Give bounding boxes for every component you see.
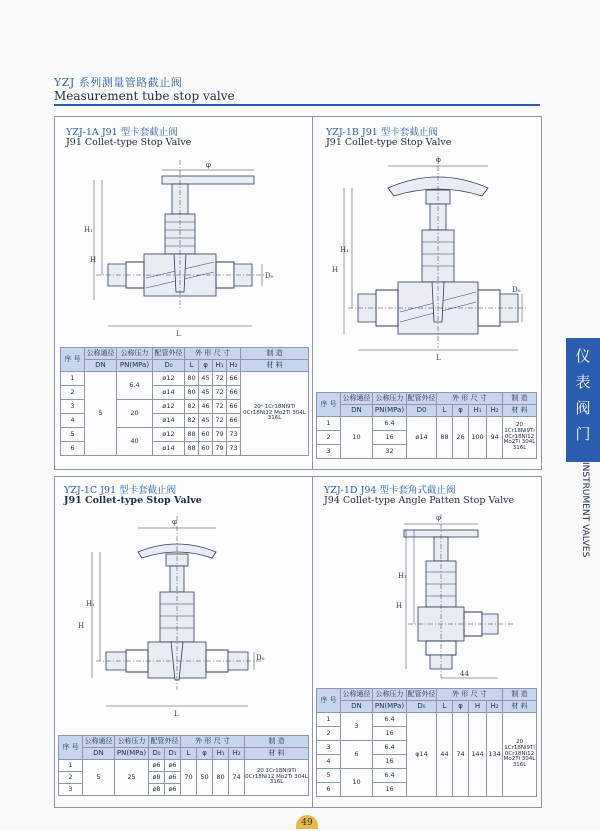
page-number: 49 — [296, 815, 318, 829]
table-cell: ø6 — [165, 760, 181, 772]
table-cell: 25 — [115, 760, 149, 796]
panel-b-spec-table — [316, 392, 537, 459]
table-cell: 66 — [227, 386, 241, 400]
table-cell: ø6 — [165, 784, 181, 796]
table-cell: 79 — [213, 442, 227, 456]
col-h1: H₁ — [469, 405, 487, 417]
table-cell: 1 — [59, 760, 83, 772]
table-cell: 6.4 — [373, 713, 407, 727]
table-cell: 5 — [61, 428, 85, 442]
col-h2: H₂ — [487, 405, 503, 417]
dim-d0-label: D₀ — [256, 654, 265, 662]
dim-h1-label: H₁ — [398, 572, 407, 580]
table-cell: 16 — [373, 727, 407, 741]
panel-a-valve-drawing — [66, 150, 306, 350]
table-cell: 3 — [317, 741, 341, 755]
panel-d-spec-table — [316, 688, 537, 797]
col-dn-cn: 公称通径 — [83, 736, 115, 748]
col-dims-cn: 外 形 尺 寸 — [437, 393, 503, 405]
col-h2: H₂ — [227, 360, 241, 372]
col-d0: D₀ — [153, 360, 185, 372]
col-dn: DN — [85, 360, 117, 372]
col-dn-cn: 公称通径 — [341, 393, 373, 405]
panel-c-valve-drawing — [66, 510, 306, 720]
table-cell: 16 — [373, 783, 407, 797]
col-d1: D₁ — [165, 748, 181, 760]
table-cell: 1 — [61, 372, 85, 386]
table-cell: 82 — [185, 400, 199, 414]
side-tab-char: 仪 — [575, 347, 591, 365]
table-cell: 100 — [469, 417, 487, 459]
col-phi: φ — [453, 701, 469, 713]
col-no: 序 号 — [61, 348, 85, 372]
table-cell: 26 — [453, 417, 469, 459]
table-cell: 66 — [227, 372, 241, 386]
panel-c-title-cn: YZJ-1C J91 型卡套截止阀 — [64, 485, 177, 496]
col-mat-cn2: 材 料 — [241, 360, 309, 372]
table-cell: 2 — [317, 431, 341, 445]
dim-h-label: H — [78, 622, 85, 630]
table-cell: 1 — [317, 713, 341, 727]
col-pn-cn: 公称压力 — [373, 689, 407, 701]
col-mat-cn1: 制 造 — [241, 348, 309, 360]
table-cell: 5 — [85, 372, 117, 456]
table-header-row — [59, 736, 309, 748]
panel-d-title-cn: YZJ-1D J94 型卡套角式截止阀 — [324, 485, 456, 496]
table-cell: 3 — [341, 713, 373, 741]
dim-h1-label: H₁ — [84, 226, 93, 234]
panel-b-title-cn: YZJ-1B J91 型卡套截止阀 — [326, 127, 438, 138]
table-cell: 46 — [199, 400, 213, 414]
col-dn-cn: 公称通径 — [85, 348, 117, 360]
table-cell: ø14 — [153, 442, 185, 456]
page-title-en: Measurement tube stop valve — [54, 89, 235, 103]
table-cell: 88 — [185, 442, 199, 456]
table-cell: 73 — [227, 442, 241, 456]
table-row — [317, 713, 537, 727]
material-cell: 20 1Cr18Ni9Ti 0Cr18Ni12 Mo2Ti 304L 316L — [503, 417, 537, 459]
table-cell: 60 — [199, 428, 213, 442]
table-cell: 70 — [181, 760, 197, 796]
table-cell: 3 — [317, 445, 341, 459]
table-cell: ø14 — [153, 386, 185, 400]
col-mat-cn1: 制 造 — [245, 736, 309, 748]
table-cell: 5 — [317, 769, 341, 783]
table-cell: 66 — [227, 414, 241, 428]
col-phi: φ — [453, 405, 469, 417]
col-l: L — [185, 360, 199, 372]
col-mat-cn2: 材 料 — [503, 405, 537, 417]
table-cell: 2 — [317, 727, 341, 741]
col-pn-cn: 公称压力 — [117, 348, 153, 360]
table-cell: 20 — [117, 400, 153, 428]
col-d0: D0 — [407, 405, 437, 417]
col-dims-cn: 外 形 尺 寸 — [181, 736, 245, 748]
table-cell: 16 — [373, 431, 407, 445]
col-no: 序 号 — [317, 689, 341, 713]
table-cell: ø8 — [149, 772, 165, 784]
table-cell: ø8 — [149, 784, 165, 796]
table-header-row — [61, 360, 309, 372]
col-mat-cn1: 制 造 — [503, 393, 537, 405]
col-mat-cn1: 制 造 — [503, 689, 537, 701]
table-cell: 144 — [469, 713, 487, 797]
table-cell: 72 — [213, 400, 227, 414]
col-h2: H₂ — [487, 701, 503, 713]
col-dn: DN — [341, 405, 373, 417]
panel-d-title-en: J94 Collet-type Angle Patten Stop Valve — [324, 495, 515, 506]
table-cell: 72 — [213, 414, 227, 428]
dim-l-label: L — [174, 710, 179, 718]
table-header-row — [317, 701, 537, 713]
table-cell: 45 — [199, 386, 213, 400]
panel-b-valve-drawing — [318, 152, 534, 372]
table-cell: 50 — [197, 760, 213, 796]
side-tab-char: 门 — [575, 425, 591, 443]
dim-phi-label: φ — [436, 156, 441, 164]
table-header-row — [317, 689, 537, 701]
dim-phi-label: φ — [172, 518, 177, 526]
page-title-cn: YZJ 系列测量管路截止阀 — [54, 76, 183, 89]
col-dn: DN — [83, 748, 115, 760]
table-cell: ø12 — [153, 428, 185, 442]
panel-c-title-en: J91 Collet-type Stop Valve — [64, 495, 202, 506]
col-d0-cn: 配管外径 — [153, 348, 185, 360]
side-tab-char: 阀 — [575, 399, 591, 417]
table-cell: 6.4 — [373, 741, 407, 755]
table-cell: φ14 — [407, 713, 437, 797]
table-cell: 4 — [61, 414, 85, 428]
table-cell: 6 — [317, 783, 341, 797]
col-pn: PN(MPa) — [115, 748, 149, 760]
table-cell: ø12 — [153, 400, 185, 414]
col-dims-cn: 外 形 尺 寸 — [185, 348, 241, 360]
col-d0: D₀ — [149, 748, 165, 760]
col-dn-cn: 公称通径 — [341, 689, 373, 701]
table-cell: 88 — [185, 428, 199, 442]
col-d0-cn: 配管外径 — [407, 689, 437, 701]
table-row — [59, 760, 309, 772]
col-l: L — [437, 701, 453, 713]
material-cell: 20ᵒ 1Cr18Ni9Ti 0Cr18Ni12 Mo2Ti 304L 316L — [241, 372, 309, 456]
table-cell: 73 — [227, 428, 241, 442]
dim-l-label: L — [176, 330, 181, 338]
table-cell: 44 — [437, 713, 453, 797]
table-cell: 1 — [317, 417, 341, 431]
dim-h-label: H — [332, 266, 339, 274]
table-cell: 6 — [61, 442, 85, 456]
table-cell: 16 — [373, 755, 407, 769]
table-header-row — [317, 393, 537, 405]
dim-l-label: 44 — [460, 670, 469, 678]
table-cell: ø14 — [407, 417, 437, 459]
table-cell: 2 — [59, 772, 83, 784]
panel-a-title-cn: YZJ-1A J91 型卡套截止阀 — [66, 127, 178, 138]
col-pn: PN(MPa) — [117, 360, 153, 372]
table-cell: 6.4 — [117, 372, 153, 400]
table-cell: 72 — [213, 386, 227, 400]
table-cell: 10 — [341, 769, 373, 797]
table-cell: 45 — [199, 372, 213, 386]
panel-a-spec-table — [60, 347, 309, 456]
table-cell: 4 — [317, 755, 341, 769]
table-cell: 94 — [487, 417, 503, 459]
col-phi: φ — [197, 748, 213, 760]
table-cell: 80 — [185, 386, 199, 400]
col-d0-cn: 配管外径 — [149, 736, 181, 748]
table-cell: 80 — [213, 760, 229, 796]
material-cell: 20 1Cr18Ni9Ti 0Cr18Ni12 Mo2Ti 304L 316L — [245, 760, 309, 796]
dim-d0-label: D₀ — [265, 272, 274, 280]
table-cell: ø6 — [165, 772, 181, 784]
col-d0-cn: 配管外径 — [407, 393, 437, 405]
table-cell: 80 — [185, 372, 199, 386]
col-pn: PN(MPa) — [373, 701, 407, 713]
col-phi: φ — [199, 360, 213, 372]
table-cell: 74 — [453, 713, 469, 797]
table-header-row — [61, 348, 309, 360]
panel-c-spec-table — [58, 735, 309, 796]
dim-phi-label: φ — [206, 161, 211, 169]
material-cell: 20 1Cr18Ni9Ti 0Cr18Ni12 Mo2Ti 304L 316L — [503, 713, 537, 797]
dim-h1-label: H₁ — [340, 246, 349, 254]
col-dn: DN — [341, 701, 373, 713]
dim-h-label: H — [396, 602, 403, 610]
dim-phi-label: φ — [436, 514, 441, 522]
table-cell: 32 — [373, 445, 407, 459]
col-h1: H₁ — [213, 360, 227, 372]
table-cell: 79 — [213, 428, 227, 442]
col-no: 序 号 — [59, 736, 83, 760]
table-cell: 45 — [199, 414, 213, 428]
table-cell: 2 — [61, 386, 85, 400]
col-mat-cn2: 材 料 — [245, 748, 309, 760]
col-pn: PN(MPa) — [373, 405, 407, 417]
table-cell: ø14 — [153, 414, 185, 428]
table-header-row — [317, 405, 537, 417]
panel-d-valve-drawing — [318, 508, 534, 684]
panel-b-title-en: J91 Collet-type Stop Valve — [326, 137, 452, 148]
side-label-en: INSTRUMENT VALVES — [580, 462, 590, 558]
col-h2: H₂ — [229, 748, 245, 760]
col-pn-cn: 公称压力 — [373, 393, 407, 405]
table-row — [61, 372, 309, 386]
col-mat-cn2: 材 料 — [503, 701, 537, 713]
table-cell: 82 — [185, 414, 199, 428]
col-l: L — [181, 748, 197, 760]
table-cell: 6.4 — [373, 769, 407, 783]
col-dims-cn: 外 形 尺 寸 — [437, 689, 503, 701]
table-row — [317, 417, 537, 431]
dim-d0-label: D₀ — [512, 286, 521, 294]
col-no: 序 号 — [317, 393, 341, 417]
col-d0: D₀ — [407, 701, 437, 713]
table-cell: 10 — [341, 417, 373, 459]
table-cell: 88 — [437, 417, 453, 459]
table-cell: 60 — [199, 442, 213, 456]
panel-a-title-en: J91 Collet-type Stop Valve — [66, 137, 192, 148]
table-cell: 5 — [83, 760, 115, 796]
header-rule — [54, 104, 540, 106]
table-header-row — [59, 748, 309, 760]
side-tab-char: 表 — [575, 373, 591, 391]
table-cell: 66 — [227, 400, 241, 414]
dim-h-label: H — [90, 256, 97, 264]
table-cell: 3 — [59, 784, 83, 796]
table-cell: 74 — [229, 760, 245, 796]
side-tab-instrument-valves — [566, 338, 600, 462]
table-cell: 40 — [117, 428, 153, 456]
table-cell: 72 — [213, 372, 227, 386]
dim-l-label: L — [436, 354, 441, 362]
col-l: L — [437, 405, 453, 417]
col-pn-cn: 公称压力 — [115, 736, 149, 748]
table-cell: ø6 — [149, 760, 165, 772]
table-cell: 3 — [61, 400, 85, 414]
col-h1: H₁ — [213, 748, 229, 760]
table-cell: 6.4 — [373, 417, 407, 431]
table-cell: 6 — [341, 741, 373, 769]
dim-h1-label: H₁ — [86, 600, 95, 608]
table-cell: ø12 — [153, 372, 185, 386]
table-cell: 134 — [487, 713, 503, 797]
col-h1: H — [469, 701, 487, 713]
